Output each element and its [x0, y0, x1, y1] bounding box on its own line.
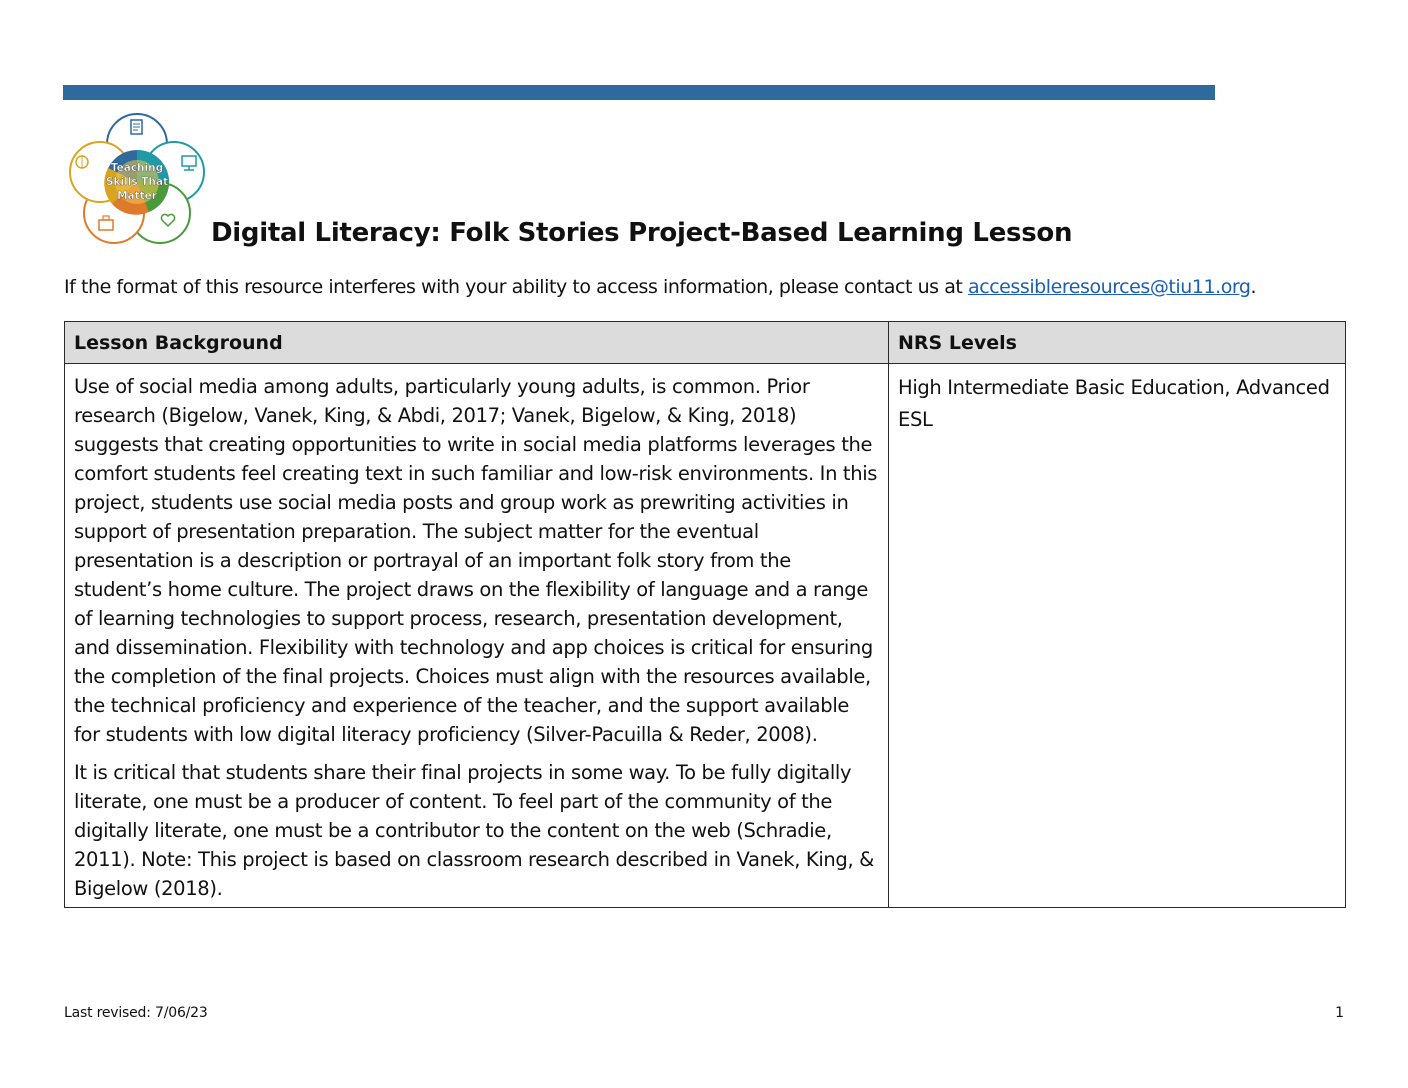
background-paragraph-1: Use of social media among adults, particularly young adults, is common. Prior research (Bigelow, Vanek, King, & Abdi, 2017; Vanek, Bigelow, & King, 2018) suggests that creating opportunities to write in social media platforms leverages the comfort students feel creating text in such familiar and low-risk environments. In this project, students use social media posts and group work as prewriting activities in support of presentation preparation. The subject matter for the eventual presentation is a description or portrayal of an important folk story from the student’s home culture. The project draws on the flexibility of language and a range of learning technologies to support process, research, presentation development, and dissemination. Flexibility with technology and app choices is critical for ensuring the completion of the final projects. Choices must align with the resources available, the technical proficiency and experience of the teacher, and the support available for students with low digital literacy proficiency (Silver-Pacuilla & Reder, 2008). [74, 375, 878, 746]
page-title: Digital Literacy: Folk Stories Project-Based Learning Lesson [211, 218, 1073, 248]
nrs-levels-text: High Intermediate Basic Education, Advanced ESL [898, 376, 1330, 431]
table-row [65, 364, 1346, 908]
header-nrs-levels: NRS Levels [889, 322, 1346, 364]
lesson-table [64, 321, 1346, 908]
logo-line-2: Skills That [106, 176, 168, 188]
teaching-skills-that-matter-logo [64, 106, 210, 248]
nrs-levels-cell [889, 364, 1346, 908]
contact-email-link[interactable]: accessibleresources@tiu11.org [968, 276, 1251, 298]
background-paragraph-2: It is critical that students share their final projects in some way. To be fully digitally literate, one must be a producer of content. To feel part of the community of the digitally literate, one must be a contributor to the content on the web (Schradie, 2011). Note: This project is based on classroom research described in Vanek, King, & Bigelow (2018). [74, 761, 874, 900]
top-accent-bar [63, 85, 1215, 100]
table-header-row [65, 322, 1346, 364]
notice-text: If the format of this resource interferes with your ability to access information, please contact us at [64, 276, 968, 298]
page-number: 1 [1335, 1005, 1344, 1021]
logo-line-1: Teaching [110, 162, 164, 174]
logo-line-3: Matter [117, 190, 157, 202]
last-revised: Last revised: 7/06/23 [64, 1005, 208, 1021]
notice-period: . [1250, 276, 1257, 298]
lesson-background-cell [65, 364, 889, 908]
header-lesson-background: Lesson Background [65, 322, 889, 364]
accessibility-notice [64, 276, 1256, 298]
